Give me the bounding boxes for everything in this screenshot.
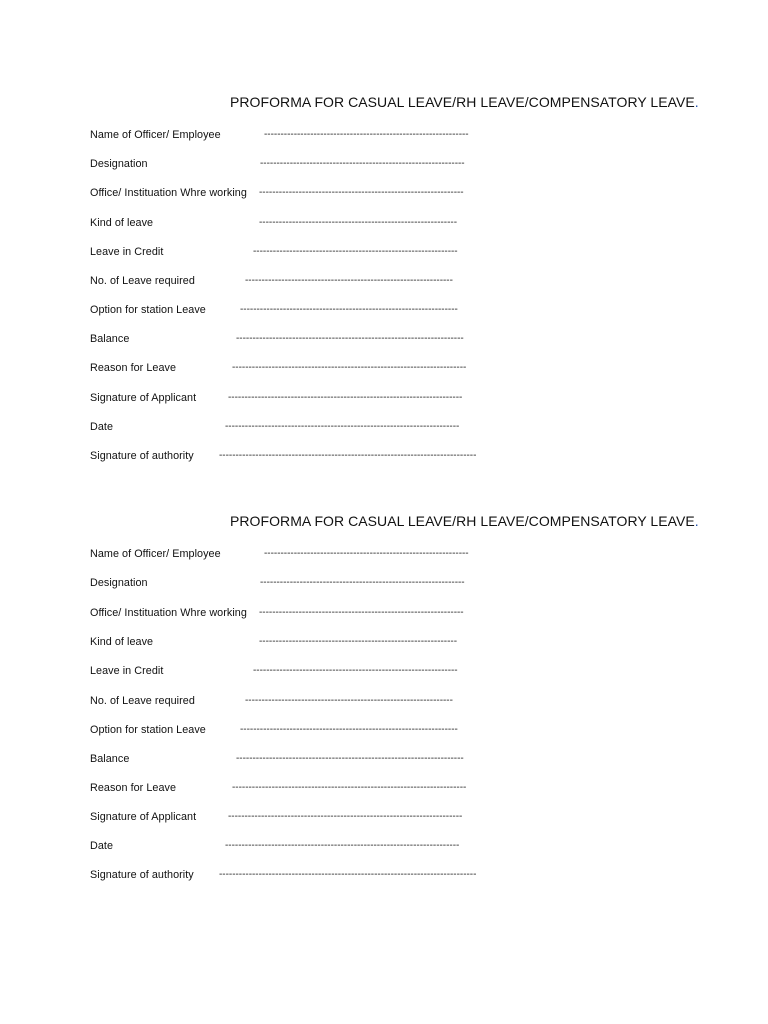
field-row-signature-applicant xyxy=(90,809,510,825)
field-blank-line: ----------------------------------------------------------------------- xyxy=(225,840,460,851)
field-label: Kind of leave xyxy=(90,217,154,229)
field-label: Leave in Credit xyxy=(90,246,164,258)
field-row-reason xyxy=(90,780,510,796)
field-row-station-leave xyxy=(90,302,510,318)
field-blank-line: ----------------------------------------------------------------------- xyxy=(232,362,467,373)
field-row-leave-required xyxy=(90,693,510,709)
field-row-leave-required xyxy=(90,273,510,289)
field-blank-line: -------------------------------------------------------------- xyxy=(259,187,464,198)
field-blank-line: ------------------------------------------------------------------------------ xyxy=(219,450,477,461)
field-label: No. of Leave required xyxy=(90,695,195,707)
field-row-designation xyxy=(90,575,510,591)
field-blank-line: -------------------------------------------------------------- xyxy=(253,665,458,676)
field-row-signature-applicant xyxy=(90,390,510,406)
field-blank-line: -------------------------------------------------------------- xyxy=(264,548,469,559)
form-title-text: PROFORMA FOR CASUAL LEAVE/RH LEAVE/COMPENSATORY LEAVE xyxy=(230,513,695,529)
field-blank-line: ----------------------------------------------------------------------- xyxy=(232,782,467,793)
field-blank-line: --------------------------------------------------------------------- xyxy=(236,333,464,344)
field-row-balance xyxy=(90,331,510,347)
form-title-text: PROFORMA FOR CASUAL LEAVE/RH LEAVE/COMPENSATORY LEAVE xyxy=(230,94,695,110)
field-row-designation xyxy=(90,156,510,172)
field-row-date xyxy=(90,838,510,854)
field-row-date xyxy=(90,419,510,435)
field-row-signature-authority xyxy=(90,867,510,883)
field-label: Office/ Instituation Whre working xyxy=(90,187,247,199)
field-label: Leave in Credit xyxy=(90,665,164,677)
field-label: Office/ Instituation Whre working xyxy=(90,607,247,619)
field-label: Signature of authority xyxy=(90,450,194,462)
field-label: Option for station Leave xyxy=(90,304,206,316)
form-title-suffix: . xyxy=(694,513,699,529)
field-blank-line: -------------------------------------------------------------- xyxy=(264,129,469,140)
field-blank-line: ------------------------------------------------------------------ xyxy=(240,304,458,315)
field-label: Designation xyxy=(90,577,148,589)
field-blank-line: ----------------------------------------------------------------------- xyxy=(228,811,463,822)
field-row-kind-of-leave xyxy=(90,215,510,231)
field-blank-line: ------------------------------------------------------------------ xyxy=(240,724,458,735)
field-row-name xyxy=(90,127,510,143)
field-label: Kind of leave xyxy=(90,636,154,648)
field-label: Signature of authority xyxy=(90,869,194,881)
field-label: Signature of Applicant xyxy=(90,811,197,823)
field-label: No. of Leave required xyxy=(90,275,195,287)
field-row-name xyxy=(90,546,510,562)
field-label: Date xyxy=(90,840,114,852)
field-row-reason xyxy=(90,360,510,376)
field-label: Signature of Applicant xyxy=(90,392,197,404)
field-blank-line: --------------------------------------------------------------------- xyxy=(236,753,464,764)
field-label: Reason for Leave xyxy=(90,362,177,374)
field-blank-line: ------------------------------------------------------------ xyxy=(259,636,458,647)
field-row-leave-in-credit xyxy=(90,244,510,260)
form-title xyxy=(230,92,699,112)
field-label: Name of Officer/ Employee xyxy=(90,129,221,141)
field-label: Balance xyxy=(90,333,130,345)
field-row-signature-authority xyxy=(90,448,510,464)
form-title-suffix: . xyxy=(694,94,699,110)
field-blank-line: -------------------------------------------------------------- xyxy=(260,158,465,169)
field-label: Option for station Leave xyxy=(90,724,206,736)
form-title xyxy=(230,511,699,531)
field-blank-line: -------------------------------------------------------------- xyxy=(259,607,464,618)
field-blank-line: ----------------------------------------------------------------------- xyxy=(228,392,463,403)
field-blank-line: ------------------------------------------------------------ xyxy=(259,217,458,228)
field-label: Balance xyxy=(90,753,130,765)
field-blank-line: -------------------------------------------------------------- xyxy=(253,246,458,257)
field-row-office xyxy=(90,605,510,621)
field-label: Reason for Leave xyxy=(90,782,177,794)
field-blank-line: -------------------------------------------------------------- xyxy=(260,577,465,588)
field-label: Date xyxy=(90,421,114,433)
field-label: Name of Officer/ Employee xyxy=(90,548,221,560)
field-row-station-leave xyxy=(90,722,510,738)
field-blank-line: --------------------------------------------------------------- xyxy=(245,275,453,286)
field-blank-line: ----------------------------------------------------------------------- xyxy=(225,421,460,432)
field-label: Designation xyxy=(90,158,148,170)
field-row-kind-of-leave xyxy=(90,634,510,650)
field-row-leave-in-credit xyxy=(90,663,510,679)
field-row-office xyxy=(90,185,510,201)
field-blank-line: ------------------------------------------------------------------------------ xyxy=(219,869,477,880)
field-blank-line: --------------------------------------------------------------- xyxy=(245,695,453,706)
field-row-balance xyxy=(90,751,510,767)
